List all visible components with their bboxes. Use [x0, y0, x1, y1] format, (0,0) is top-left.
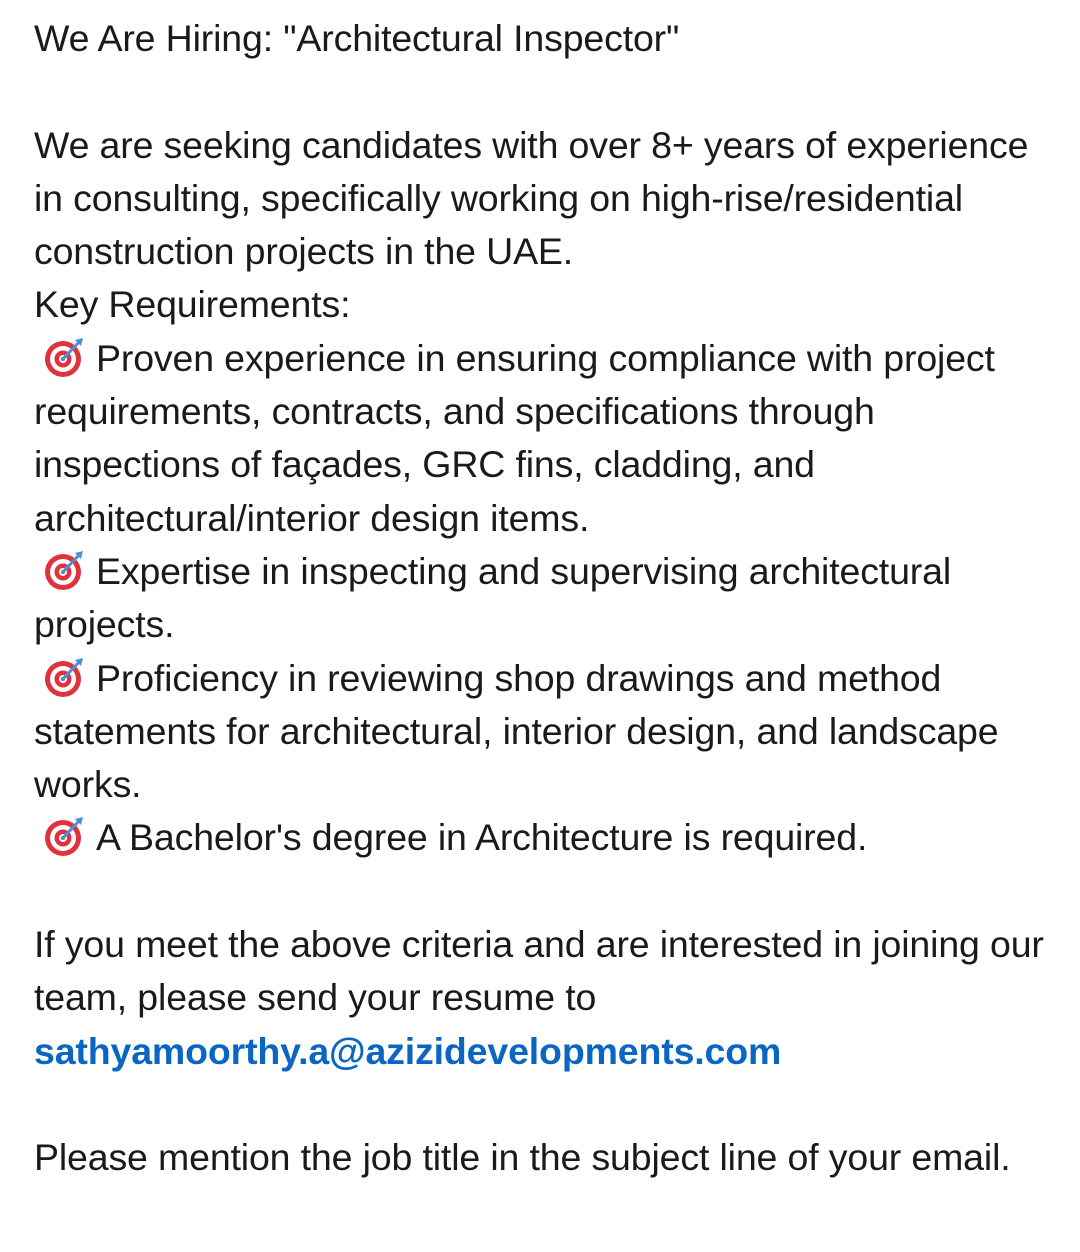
- requirements-heading: Key Requirements:: [34, 283, 351, 326]
- spacer: [34, 1078, 1050, 1131]
- post-title: We Are Hiring: "Architectural Inspector": [34, 17, 680, 59]
- target-icon: [42, 814, 86, 858]
- spacer: [34, 865, 1050, 918]
- target-icon: [42, 335, 86, 379]
- requirement-item: [34, 811, 1050, 864]
- target-icon: [42, 655, 86, 699]
- cta-text: If you meet the above criteria and are interested in joining our team, please send your resume to: [34, 923, 1044, 1019]
- requirement-item: [34, 545, 1050, 652]
- spacer: [34, 65, 1050, 118]
- closing-text: Please mention the job title in the subject line of your email.: [34, 1136, 1011, 1179]
- email-link[interactable]: sathyamoorthy.a@azizidevelopments.com: [34, 1029, 782, 1072]
- requirement-text: Proven experience in ensuring compliance with project requirements, contracts, and specifications through inspections of façades, GRC fins, cladding, and architectural/interior design items.: [34, 336, 995, 539]
- requirement-item: [34, 332, 1050, 545]
- requirement-text: A Bachelor's degree in Architecture is required.: [96, 816, 868, 859]
- target-icon: [42, 548, 86, 592]
- requirement-item: [34, 652, 1050, 812]
- requirement-text: Proficiency in reviewing shop drawings and method statements for architectural, interior design, and landscape works.: [34, 656, 999, 806]
- requirement-text: Expertise in inspecting and supervising architectural projects.: [34, 549, 952, 646]
- requirements-list: [34, 332, 1050, 865]
- post-intro: We are seeking candidates with over 8+ years of experience in consulting, specifically working on high-rise/residential construction projects in the UAE.: [34, 123, 1029, 273]
